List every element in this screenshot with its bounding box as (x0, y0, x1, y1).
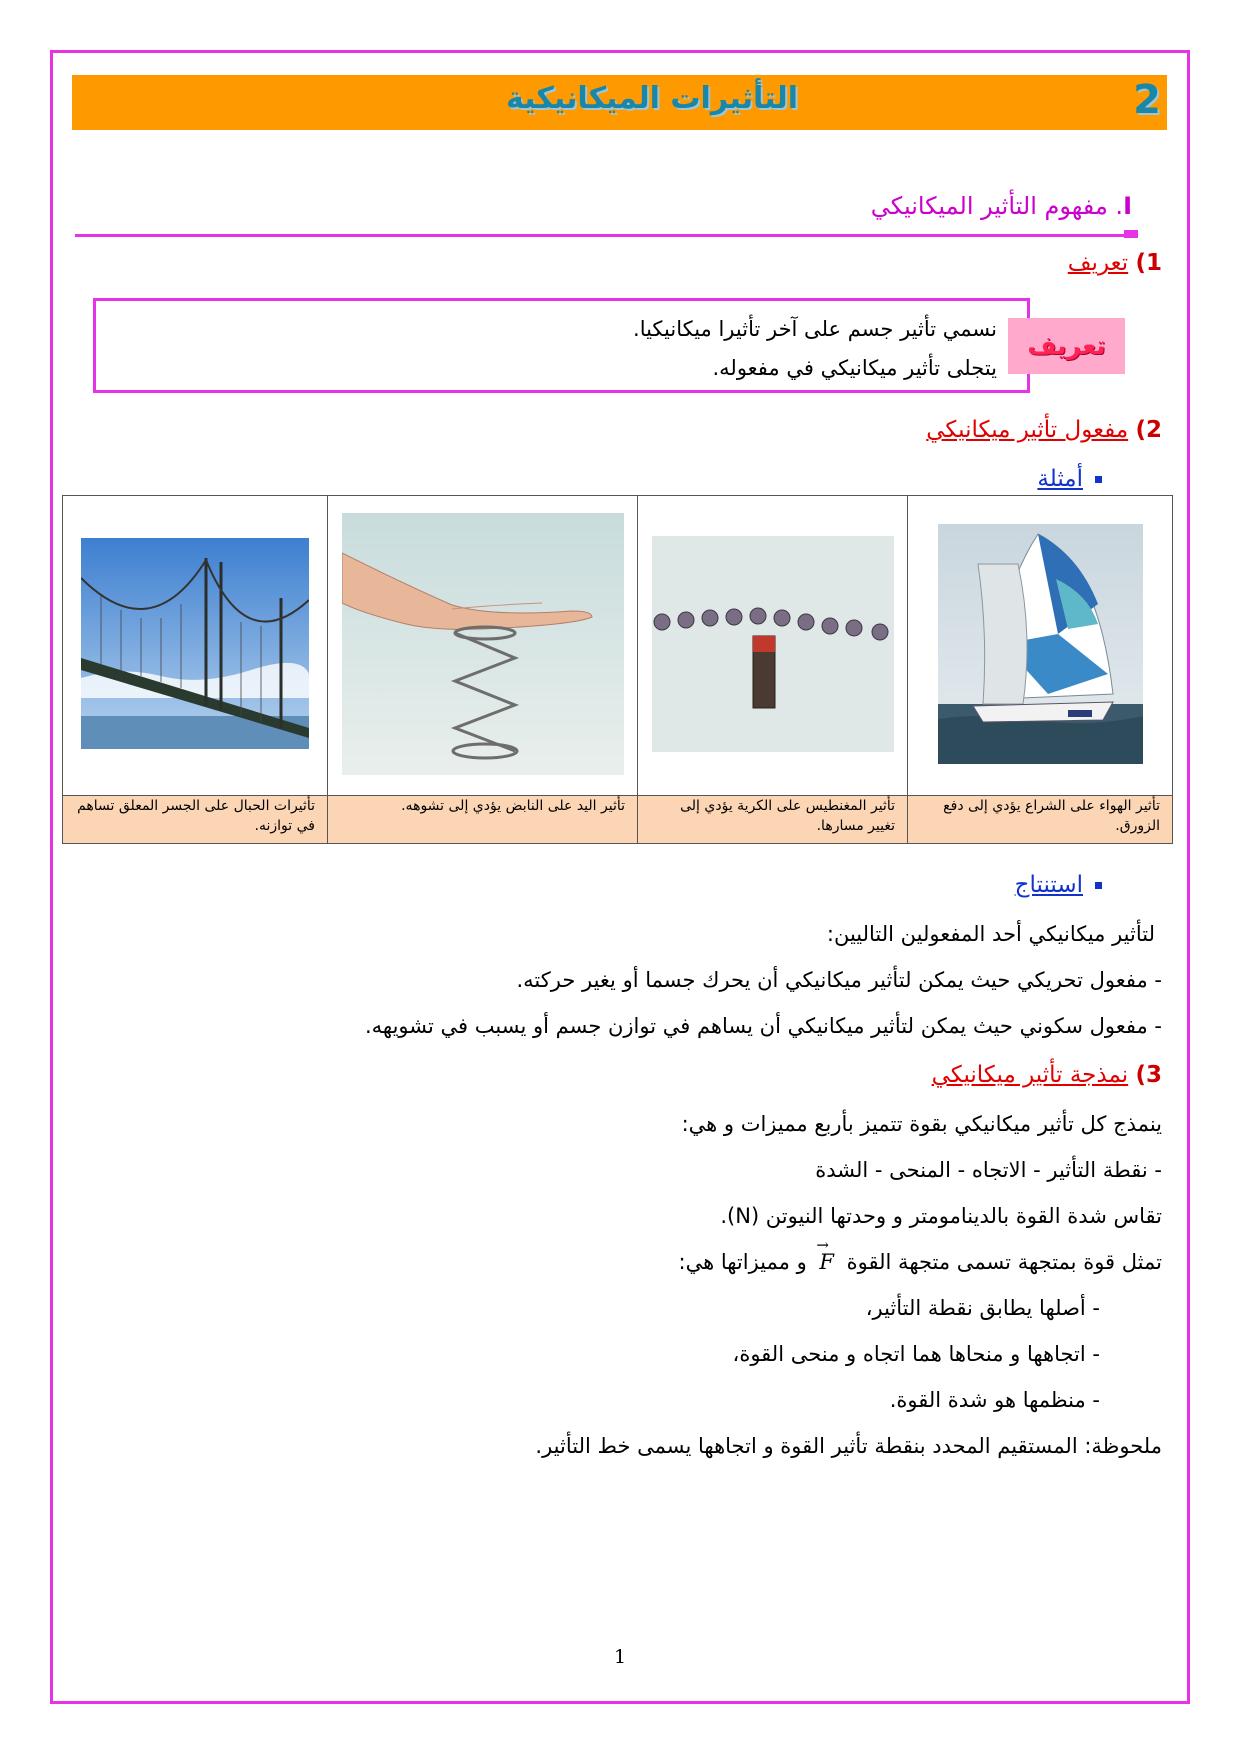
example-cell-bridge (63, 496, 328, 796)
page-title: التأثيرات الميكانيكية (505, 81, 799, 116)
subheading-label: نمذجة تأثير ميكانيكي (931, 1062, 1129, 1088)
example-cell-magnet (638, 496, 908, 796)
example-caption: تأثير اليد على النابض يؤدي إلى تشوهه. (328, 796, 638, 844)
modeling-item-2: - اتجاهها و منحاها هما اتجاه و منحى القوة، (732, 1342, 1100, 1366)
force-vector-symbol: → F (813, 1250, 840, 1274)
section-rule (75, 234, 1135, 237)
conclusion-label: استنتاج (1014, 872, 1083, 898)
conclusion-item-1: - مفعول تحريكي حيث يمكن لتأثير ميكانيكي أن يحرك جسما أو يغير حركته. (516, 968, 1162, 992)
conclusion-intro: لتأثير ميكانيكي أحد المفعولين التاليين: (826, 922, 1155, 946)
definition-badge-label: تعريف (1027, 331, 1106, 360)
section-title: . مفهوم التأثير الميكانيكي (870, 192, 1124, 220)
subheading-number: 2) (1135, 417, 1162, 443)
bullet-square-icon (1095, 476, 1102, 483)
modeling-line-4 (679, 1250, 1163, 1274)
subheading-label: تعريف (1067, 250, 1129, 276)
example-cell-sailboat (908, 496, 1173, 796)
examples-bullet (1037, 466, 1102, 492)
modeling-item-1: - أصلها يطابق نقطة التأثير، (865, 1296, 1100, 1320)
subheading-modeling (932, 1062, 1162, 1088)
definition-box (93, 298, 1030, 393)
conclusion-bullet (1015, 872, 1102, 898)
section-rule-marker (1124, 230, 1138, 238)
definition-line-2: يتجلى تأثير ميكانيكي في مفعوله. (712, 356, 997, 380)
example-caption: تأثير المغنطيس على الكرية يؤدي إلى تغيير مسارها. (638, 796, 908, 844)
sailboat-image (938, 524, 1143, 764)
examples-label: أمثلة (1037, 466, 1083, 492)
definition-badge (1008, 318, 1125, 374)
examples-caption-row (63, 796, 1173, 844)
definition-line-1: نسمي تأثير جسم على آخر تأثيرا ميكانيكيا. (633, 317, 997, 341)
subheading-number: 3) (1135, 1062, 1162, 1088)
subheading-number: 1) (1135, 250, 1162, 276)
chapter-number: 2 (1133, 77, 1161, 123)
modeling-line-3: تقاس شدة القوة بالدينامومتر و وحدتها النيوتن (N). (720, 1204, 1162, 1228)
section-heading (871, 192, 1132, 220)
modeling-line-2: - نقطة التأثير - الاتجاه - المنحى - الشدة (815, 1158, 1162, 1182)
subheading-label: مفعول تأثير ميكانيكي (926, 417, 1129, 443)
bullet-square-icon (1095, 882, 1102, 889)
hand-spring-image (342, 513, 624, 775)
section-roman-numeral: I (1123, 192, 1132, 220)
example-caption: تأثيرات الحبال على الجسر المعلق تساهم في توازنه. (63, 796, 328, 844)
conclusion-item-2: - مفعول سكوني حيث يمكن لتأثير ميكانيكي أن يساهم في توازن جسم أو يسبب في تشويهه. (364, 1014, 1162, 1038)
modeling-line-4-end: و مميزاتها هي: (678, 1250, 807, 1274)
modeling-note: ملحوظة: المستقيم المحدد بنقطة تأثير القوة و اتجاهها يسمى خط التأثير. (535, 1434, 1162, 1458)
magnet-ball-image (652, 536, 894, 752)
modeling-line-4-start: تمثل قوة بمتجهة تسمى متجهة القوة (846, 1250, 1162, 1274)
examples-table (62, 495, 1173, 844)
example-cell-spring (328, 496, 638, 796)
examples-image-row (63, 496, 1173, 796)
example-caption: تأثير الهواء على الشراع يؤدي إلى دفع الزورق. (908, 796, 1173, 844)
modeling-line-1: ينمذج كل تأثير ميكانيكي بقوة تتميز بأربع مميزات و هي: (681, 1112, 1162, 1136)
modeling-item-3: - منظمها هو شدة القوة. (889, 1388, 1100, 1412)
subheading-definition (1068, 250, 1162, 276)
page-number: 1 (613, 1646, 627, 1668)
suspension-bridge-image (81, 538, 309, 749)
subheading-effect (926, 417, 1162, 443)
title-bar (72, 75, 1167, 130)
